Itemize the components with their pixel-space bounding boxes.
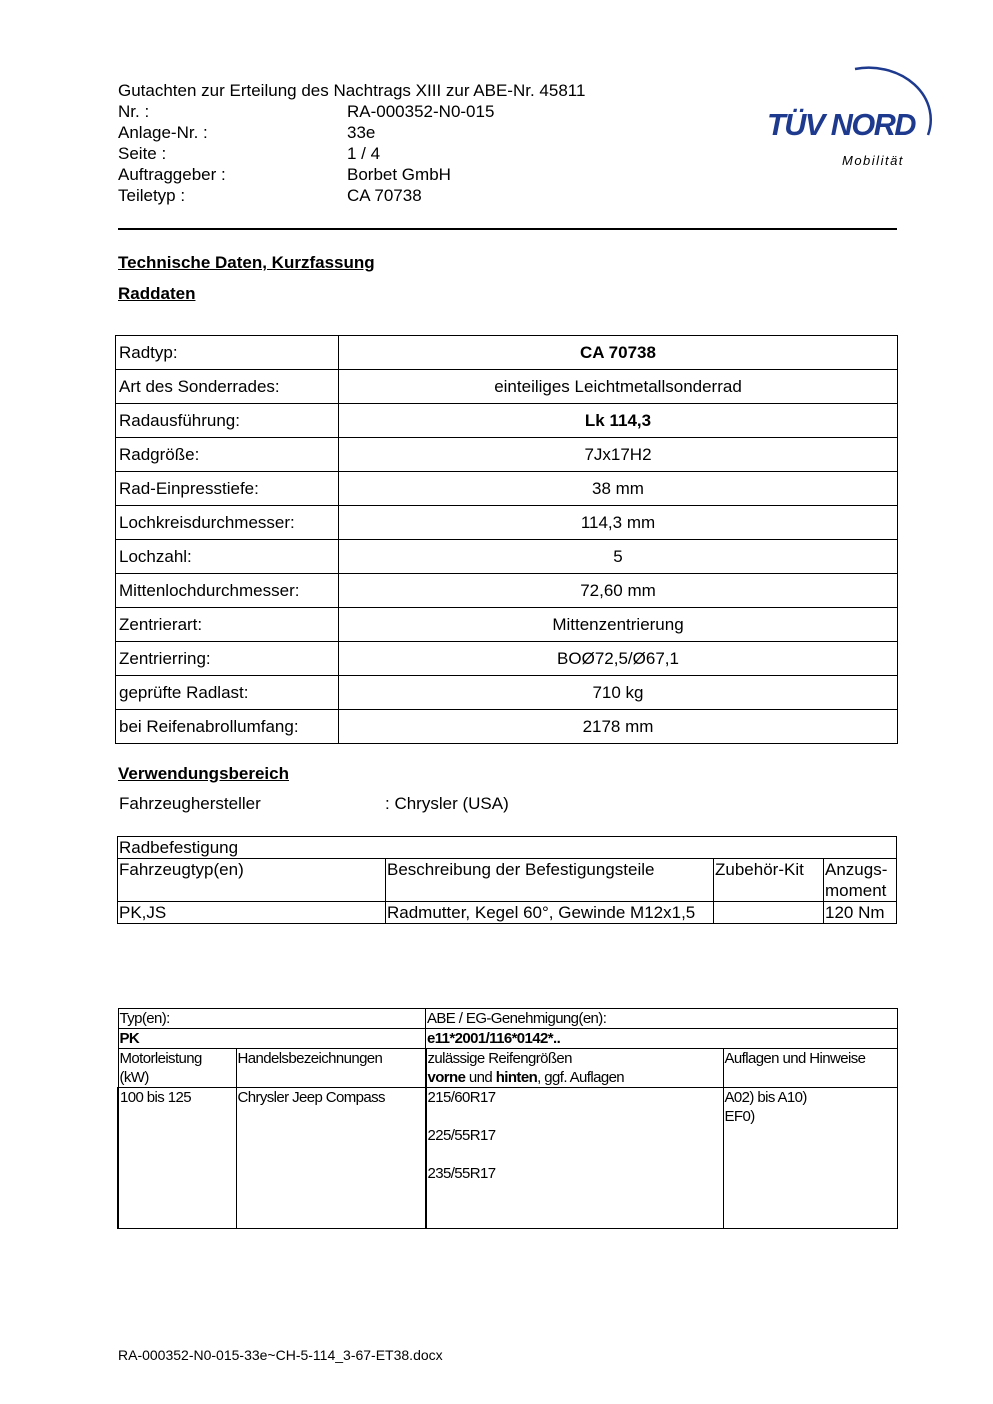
row-value: 38 mm [339, 472, 898, 506]
row-value: CA 70738 [339, 336, 898, 370]
col-header-rear: hinten [495, 1069, 538, 1086]
table-row [116, 676, 898, 710]
logo-subtitle: Mobilität [842, 153, 904, 168]
col-header: Zubehör-Kit [714, 859, 824, 902]
section-title: Technische Daten, Kurzfassung [118, 253, 375, 272]
header-field-value: 33e [347, 123, 376, 142]
note: A02) bis A10) [724, 1089, 807, 1106]
table-row [116, 336, 898, 370]
types-label: Typ(en): [119, 1010, 170, 1027]
row-label: Zentrierart: [116, 608, 339, 642]
row-value: 114,3 mm [339, 506, 898, 540]
col-header-power: Motorleistung (kW) [118, 1049, 236, 1088]
approval-label: ABE / EG-Genehmigung(en): [427, 1010, 607, 1027]
table-header-row [118, 1049, 898, 1088]
row-label: Mittenlochdurchmesser: [116, 574, 339, 608]
header-field-label: Nr. : [118, 102, 150, 121]
col-header-notes: Auflagen und Hinweise [723, 1049, 898, 1088]
footer-filename: RA-000352-N0-015-33e~CH-5-114_3-67-ET38.docx [118, 1347, 443, 1363]
table-row [116, 540, 898, 574]
row-label: Radtyp: [116, 336, 339, 370]
wheel-data-heading: Raddaten [118, 284, 196, 303]
manufacturer-line [119, 794, 509, 814]
header-field-value: Borbet GmbH [347, 165, 451, 184]
row-label: Radgröße: [116, 438, 339, 472]
header-field-auftraggeber [118, 164, 585, 185]
header-field-label: Auftraggeber : [118, 165, 226, 184]
header-field-seite [118, 143, 585, 164]
row-value: 5 [339, 540, 898, 574]
header-field-teiletyp [118, 185, 585, 206]
table-row [118, 837, 897, 859]
table-row [118, 1088, 898, 1229]
table-row [116, 370, 898, 404]
table-row [116, 404, 898, 438]
tuev-nord-logo [760, 55, 945, 175]
row-label: Rad-Einpresstiefe: [116, 472, 339, 506]
fastening-table [117, 836, 897, 924]
wheel-data-table [115, 335, 898, 744]
cell-name: Chrysler Jeep Compass [236, 1088, 426, 1229]
header-field-label: Seite : [118, 144, 167, 163]
header-field-nr [118, 101, 585, 122]
row-value: 710 kg [339, 676, 898, 710]
fastening-title: Radbefestigung [118, 837, 897, 859]
row-label: Art des Sonderrades: [116, 370, 339, 404]
row-label: bei Reifenabrollumfang: [116, 710, 339, 744]
row-label: Lochzahl: [116, 540, 339, 574]
row-label: Lochkreisdurchmesser: [116, 506, 339, 540]
row-value: 72,60 mm [339, 574, 898, 608]
document-header [118, 80, 585, 206]
header-field-value: CA 70738 [347, 186, 422, 205]
table-row [118, 1009, 898, 1029]
table-row [116, 438, 898, 472]
table-row [116, 574, 898, 608]
cell-types: PK,JS [118, 902, 386, 924]
col-header-front: vorne [427, 1069, 466, 1086]
col-header: Anzugs-moment [824, 859, 897, 902]
manufacturer-value: : Chrysler (USA) [385, 794, 509, 813]
row-label: Radausführung: [116, 404, 339, 438]
types-label-cell [118, 1009, 426, 1029]
table-header-row [118, 859, 897, 902]
table-row [116, 506, 898, 540]
approval-value: e11*2001/116*0142*.. [426, 1029, 898, 1049]
col-header: Fahrzeugtyp(en) [118, 859, 386, 902]
cell-description: Radmutter, Kegel 60°, Gewinde M12x1,5 [386, 902, 714, 924]
header-field-label: Teiletyp : [118, 186, 186, 205]
approval-table [117, 1008, 898, 1229]
cell-notes [723, 1088, 898, 1229]
header-field-value: RA-000352-N0-015 [347, 102, 495, 121]
cell-power: 100 bis 125 [118, 1088, 236, 1229]
table-row [116, 608, 898, 642]
row-label: Zentrierring: [116, 642, 339, 676]
col-header-tyres-line1: zulässige Reifengrößen [427, 1050, 572, 1067]
row-value: einteiliges Leichtmetallsonderrad [339, 370, 898, 404]
type-value: PK [118, 1029, 426, 1049]
row-value: Mittenzentrierung [339, 608, 898, 642]
usage-heading: Verwendungsbereich [118, 764, 289, 783]
col-header: Beschreibung der Befestigungsteile [386, 859, 714, 902]
col-header-and: und [465, 1069, 496, 1086]
table-row [116, 472, 898, 506]
cell-torque: 120 Nm [824, 902, 897, 924]
manufacturer-label: Fahrzeughersteller [119, 794, 261, 813]
table-row [116, 642, 898, 676]
row-label: geprüfte Radlast: [116, 676, 339, 710]
table-row [118, 902, 897, 924]
col-header-rest: , ggf. Auflagen [537, 1069, 625, 1086]
tyre-size: 225/55R17 [427, 1127, 496, 1144]
header-field-anlage [118, 122, 585, 143]
table-row [118, 1029, 898, 1049]
cell-kit [714, 902, 824, 924]
col-header-tyres [426, 1049, 724, 1088]
col-header-names: Handelsbezeichnungen [236, 1049, 426, 1088]
cell-tyres [426, 1088, 724, 1229]
row-value: 2178 mm [339, 710, 898, 744]
row-value: Lk 114,3 [339, 404, 898, 438]
note: EF0) [724, 1108, 755, 1125]
tyre-size: 215/60R17 [427, 1089, 496, 1106]
table-row [116, 710, 898, 744]
approval-label-cell [426, 1009, 898, 1029]
row-value: BOØ72,5/Ø67,1 [339, 642, 898, 676]
tyre-size: 235/55R17 [427, 1165, 496, 1182]
header-field-label: Anlage-Nr. : [118, 123, 208, 142]
row-value: 7Jx17H2 [339, 438, 898, 472]
logo-brand: TÜV NORD [767, 107, 917, 142]
header-field-value: 1 / 4 [347, 144, 381, 163]
header-divider [118, 228, 897, 230]
report-title: Gutachten zur Erteilung des Nachtrags XIII zur ABE-Nr. 45811 [118, 81, 586, 100]
